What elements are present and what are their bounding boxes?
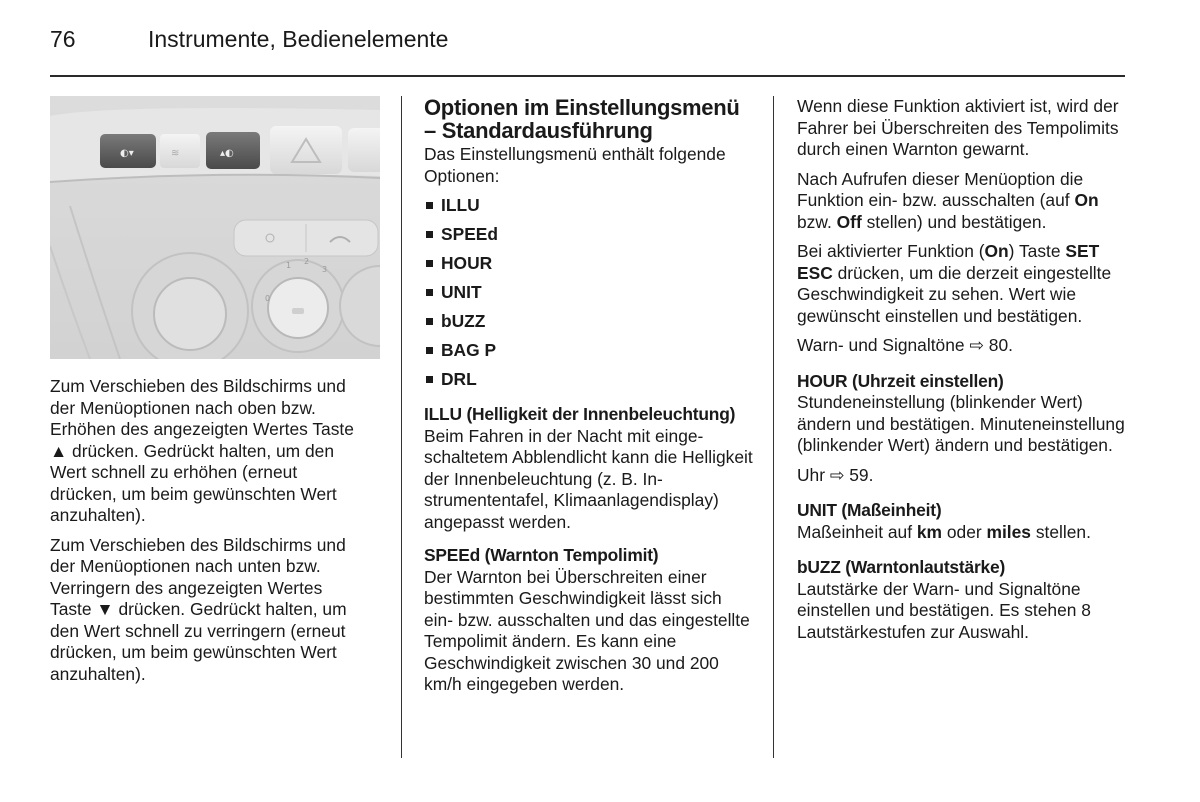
bullet-icon bbox=[426, 202, 433, 209]
bullet-icon bbox=[426, 376, 433, 383]
svg-text:3: 3 bbox=[322, 265, 328, 274]
svg-text:◐▾: ◐▾ bbox=[120, 148, 134, 159]
bullet-icon bbox=[426, 347, 433, 354]
column-middle bbox=[424, 96, 754, 704]
body-paragraph: Zum Verschieben des Bildschirms und der Menüoptionen nach unten bzw. Verringern des angezeigten Wertes Taste ▼ drücken. Gedrückt halten, um den Wert schnell zu verringern (erneut drücken, um beim gewünschten Wert anzuhalten). bbox=[50, 534, 347, 684]
header-rule bbox=[50, 75, 1125, 77]
bullet-icon bbox=[426, 289, 433, 296]
intro-text: Das Einstellungsmenü enthält folgende Optionen: bbox=[424, 144, 726, 186]
svg-text:▴◐: ▴◐ bbox=[220, 148, 234, 159]
unit-text: Maßeinheit auf km oder miles stellen. bbox=[797, 521, 1091, 542]
bullet-icon bbox=[426, 318, 433, 325]
illu-text: Beim Fahren in der Nacht mit eingeschaltetem Abblendlicht kann die Helligkeit der Innenbeleuchtung (z. B. Instrumententafel, Klimaanlagendisplay) angepasst werden. bbox=[424, 425, 753, 532]
options-list bbox=[424, 191, 754, 394]
bullet-icon bbox=[426, 260, 433, 267]
bullet-icon bbox=[426, 231, 433, 238]
unit-heading: UNIT (Maßeinheit) bbox=[797, 500, 942, 520]
list-item: SPEEd bbox=[424, 220, 754, 249]
column-right bbox=[797, 96, 1127, 651]
body-paragraph: Nach Aufrufen dieser Menüoption die Funktion ein- bzw. ausschalten (auf On bzw. Off stellen) und bestätigen. bbox=[797, 168, 1099, 232]
svg-text:0: 0 bbox=[265, 294, 271, 303]
hazard-button bbox=[270, 126, 342, 174]
hour-text: Stundeneinstellung (blinkender Wert) ändern und bestätigen. Minuteneinstellung (blinkender Wert) ändern und bestätigen. bbox=[797, 392, 1125, 455]
speed-heading: SPEEd (Warnton Tempolimit) bbox=[424, 545, 659, 565]
column-rule-1 bbox=[401, 96, 402, 758]
illu-heading: ILLU (Helligkeit der Innenbeleuchtung) bbox=[424, 404, 736, 424]
cross-reference: Warn- und Signaltöne ⇨ 80. bbox=[797, 335, 1013, 355]
body-paragraph: Bei aktivierter Funktion (On) Taste SET ESC drücken, um die derzeit eingestellte Geschwindigkeit zu sehen. Wert wie gewünscht einstellen und bestätigen. bbox=[797, 241, 1112, 326]
list-item: HOUR bbox=[424, 249, 754, 278]
page-header-title: Instrumente, Bedienelemente bbox=[148, 26, 449, 52]
svg-text:1: 1 bbox=[286, 261, 292, 270]
body-paragraph: Zum Verschieben des Bildschirms und der Menüoptionen nach oben bzw. Erhöhen des angezeigten Wertes Taste ▲ drücken. Gedrückt halten, um den Wert schnell zu erhöhen (erneut drücken, um beim gewünschten Wert anzuhalten). bbox=[50, 376, 354, 525]
speed-text: Der Warnton bei Überschreiten einer bestimmten Geschwindigkeit lässt sich ein- bzw. ausschalten und das eingestellte Tempolimit ändern. Es kann eine Geschwindigkeit zwischen 30 und 200 km/h eingegeben werden. bbox=[424, 566, 750, 694]
hour-heading: HOUR (Uhrzeit einstellen) bbox=[797, 370, 1004, 391]
page-number: 76 bbox=[50, 26, 76, 52]
list-item: bUZZ bbox=[424, 307, 754, 336]
dashboard-photo bbox=[50, 96, 380, 359]
list-item: BAG P bbox=[424, 336, 754, 365]
list-item: UNIT bbox=[424, 278, 754, 307]
buzz-text: Lautstärke der Warn- und Signaltöne einstellen und bestätigen. Es stehen 8 Lautstärkestufen zur Auswahl. bbox=[797, 578, 1091, 642]
buzz-heading: bUZZ (Warntonlautstärke) bbox=[797, 557, 1006, 577]
list-item: ILLU bbox=[424, 191, 754, 220]
column-left bbox=[50, 376, 362, 693]
section-heading: Optionen im Einstellungsmenü – Standardausführung bbox=[424, 95, 740, 143]
body-paragraph: Wenn diese Funktion aktiviert ist, wird der Fahrer bei Überschreiten des Tempolimits durch einen Warnton gewarnt. bbox=[797, 96, 1119, 159]
svg-text:≋: ≋ bbox=[171, 148, 180, 159]
cross-reference: Uhr ⇨ 59. bbox=[797, 464, 874, 485]
list-item: DRL bbox=[424, 365, 754, 394]
column-rule-2 bbox=[773, 96, 774, 758]
svg-text:2: 2 bbox=[304, 257, 310, 266]
